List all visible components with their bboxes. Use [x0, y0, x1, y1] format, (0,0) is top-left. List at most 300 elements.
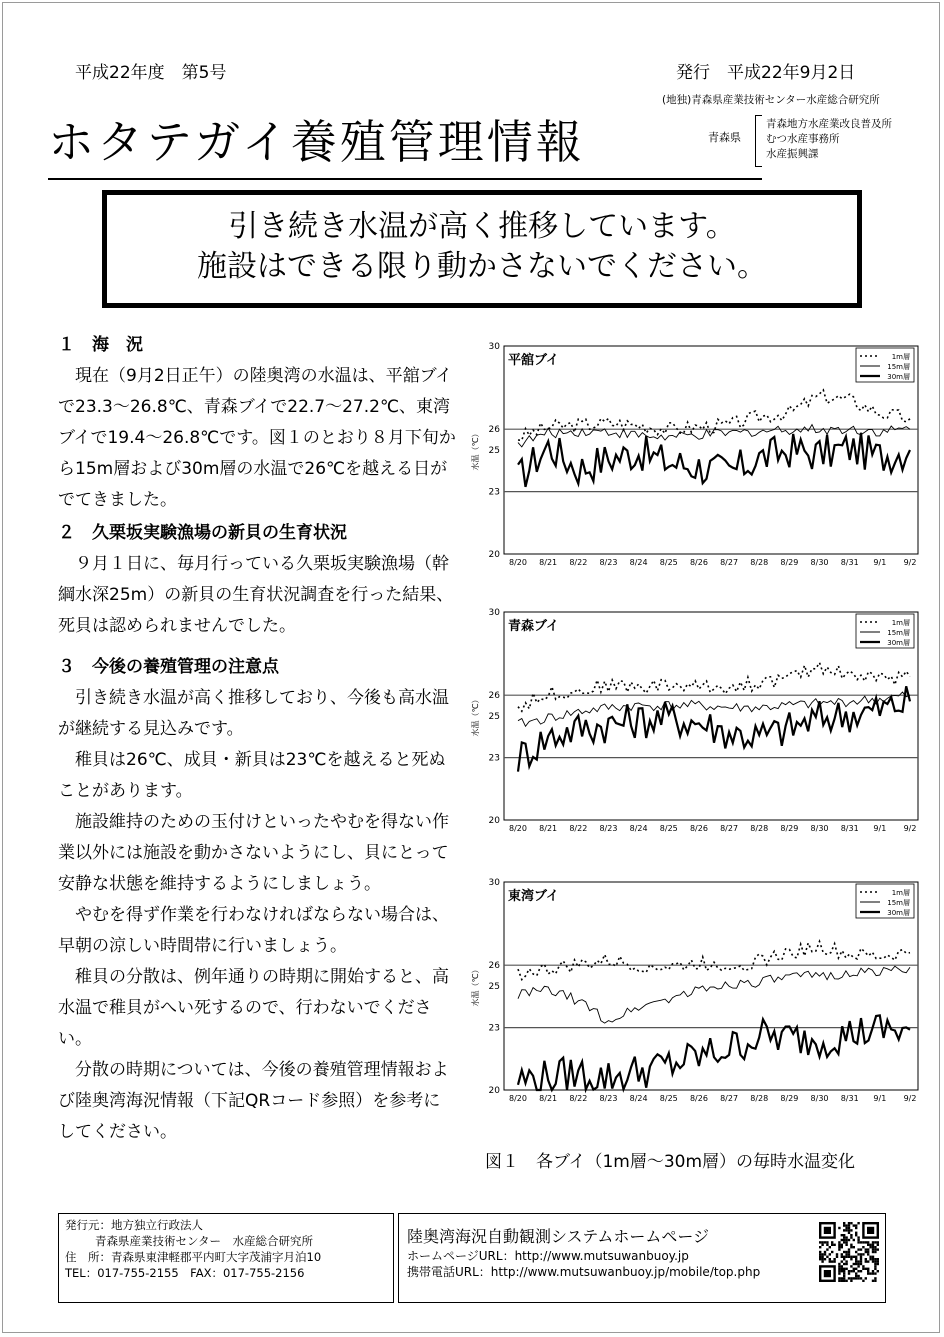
qr-module — [855, 1272, 857, 1274]
qr-module — [855, 1258, 857, 1260]
qr-module — [836, 1253, 838, 1255]
qr-module — [819, 1246, 821, 1248]
qr-module — [845, 1227, 847, 1229]
y-tick-label: 26 — [488, 691, 500, 702]
x-tick-label: 9/2 — [903, 558, 917, 567]
qr-module — [850, 1256, 852, 1258]
legend-label: 1m層 — [891, 353, 910, 361]
agency-item: むつ水産事務所 — [766, 133, 840, 145]
qr-module — [867, 1241, 869, 1243]
qr-module — [874, 1246, 876, 1248]
page-title: ホタテガイ養殖管理情報 — [48, 115, 585, 169]
qr-module — [874, 1268, 876, 1270]
qr-module — [841, 1270, 843, 1272]
y-tick-label: 26 — [488, 961, 500, 972]
mobile-url[interactable]: 携帯電話URL：http://www.mutsuwanbuoy.jp/mobile/top.php — [407, 1265, 761, 1279]
website-title: 陸奥湾海況自動観測システムホームページ — [407, 1227, 710, 1246]
section-title: １ 海 況 — [58, 335, 143, 355]
qr-module — [850, 1222, 852, 1224]
headline-line-1: 引き続き水温が高く推移しています。 — [228, 209, 736, 244]
qr-module — [867, 1270, 869, 1272]
qr-module — [853, 1263, 855, 1265]
qr-module — [831, 1244, 833, 1246]
qr-module — [855, 1260, 857, 1262]
qr-module — [821, 1258, 823, 1260]
series-line — [518, 425, 910, 447]
qr-module — [857, 1277, 859, 1279]
qr-finder — [824, 1227, 831, 1234]
x-tick-label: 8/23 — [599, 1094, 618, 1103]
qr-module — [862, 1280, 864, 1282]
qr-module — [867, 1260, 869, 1262]
qr-module — [855, 1256, 857, 1258]
section-paragraph: 稚貝の分散は、例年通りの時期に開始すると、高水温で稚貝がへい死するので、行わないでください。 — [58, 967, 449, 1049]
qr-module — [843, 1280, 845, 1282]
publisher-info-box — [58, 1213, 394, 1303]
qr-module — [841, 1280, 843, 1282]
qr-module — [869, 1244, 871, 1246]
qr-module — [838, 1270, 840, 1272]
qr-module — [869, 1246, 871, 1248]
qr-module — [845, 1241, 847, 1243]
qr-module — [845, 1236, 847, 1238]
qr-module — [843, 1268, 845, 1270]
qr-module — [838, 1265, 840, 1267]
qr-module — [843, 1222, 845, 1224]
qr-module — [821, 1260, 823, 1262]
qr-module — [857, 1263, 859, 1265]
y-tick-label: 30 — [488, 342, 500, 352]
x-tick-label: 8/30 — [810, 1094, 829, 1103]
qr-module — [874, 1272, 876, 1274]
x-tick-label: 8/20 — [509, 824, 527, 833]
qr-module — [843, 1224, 845, 1226]
x-tick-label: 8/27 — [720, 1094, 739, 1103]
qr-module — [874, 1280, 876, 1282]
qr-module — [845, 1239, 847, 1241]
qr-module — [850, 1277, 852, 1279]
chart-title: 平舘ブイ — [508, 353, 559, 368]
y-tick-label: 20 — [488, 1086, 500, 1096]
qr-module — [860, 1253, 862, 1255]
qr-module — [838, 1268, 840, 1270]
qr-module — [862, 1253, 864, 1255]
y-tick-label: 23 — [488, 753, 500, 764]
y-tick-label: 25 — [488, 446, 500, 456]
qr-module — [845, 1268, 847, 1270]
qr-module — [843, 1241, 845, 1243]
legend-label: 15m層 — [887, 629, 910, 637]
qr-finder — [867, 1227, 874, 1234]
qr-module — [867, 1244, 869, 1246]
y-tick-label: 20 — [488, 816, 500, 826]
x-tick-label: 8/28 — [750, 824, 769, 833]
qr-module — [850, 1258, 852, 1260]
qr-module — [841, 1239, 843, 1241]
x-tick-label: 8/29 — [780, 558, 799, 567]
qr-module — [872, 1260, 874, 1262]
qr-module — [867, 1248, 869, 1250]
x-tick-label: 8/28 — [750, 1094, 769, 1103]
qr-module — [872, 1258, 874, 1260]
qr-module — [865, 1260, 867, 1262]
qr-module — [841, 1244, 843, 1246]
section-paragraph: 引き続き水温が高く推移しており、今後も高水温が継続する見込みです。 — [58, 688, 449, 739]
qr-module — [833, 1244, 835, 1246]
qr-module — [877, 1258, 879, 1260]
website-info-box — [398, 1213, 886, 1303]
y-tick-label: 23 — [488, 1023, 500, 1034]
qr-module — [862, 1265, 864, 1267]
qr-module — [855, 1275, 857, 1277]
legend-label: 15m層 — [887, 363, 910, 371]
qr-module — [829, 1260, 831, 1262]
x-tick-label: 8/25 — [659, 1094, 678, 1103]
legend-label: 30m層 — [887, 373, 910, 381]
qr-module — [853, 1256, 855, 1258]
qr-module — [819, 1253, 821, 1255]
qr-module — [848, 1277, 850, 1279]
qr-module — [845, 1253, 847, 1255]
x-tick-label: 8/23 — [599, 824, 618, 833]
qr-module — [843, 1270, 845, 1272]
qr-module — [833, 1260, 835, 1262]
qr-module — [841, 1246, 843, 1248]
qr-module — [848, 1222, 850, 1224]
section-title: ３ 今後の養殖管理の注意点 — [58, 657, 279, 677]
qr-module — [872, 1248, 874, 1250]
figure-caption: 図１ 各ブイ（1m層～30m層）の毎時水温変化 — [485, 1152, 856, 1172]
qr-module — [872, 1272, 874, 1274]
qr-module — [855, 1268, 857, 1270]
qr-module — [850, 1246, 852, 1248]
qr-module — [819, 1258, 821, 1260]
chart-title: 青森ブイ — [508, 619, 559, 634]
section-paragraph: 稚貝は26℃、成貝・新貝は23℃を越えると死ぬことがあります。 — [58, 750, 446, 801]
qr-module — [865, 1251, 867, 1253]
qr-module — [848, 1251, 850, 1253]
qr-module — [872, 1244, 874, 1246]
qr-module — [843, 1239, 845, 1241]
qr-module — [877, 1244, 879, 1246]
qr-finder — [824, 1270, 831, 1277]
series-line — [518, 1015, 910, 1090]
series-line — [518, 663, 910, 712]
qr-module — [848, 1270, 850, 1272]
publisher-line: 発行元：地方独立行政法人 — [65, 1218, 203, 1232]
qr-module — [848, 1239, 850, 1241]
qr-module — [855, 1224, 857, 1226]
qr-module — [877, 1260, 879, 1262]
qr-module — [848, 1272, 850, 1274]
qr-module — [841, 1260, 843, 1262]
y-axis-label: 水温（℃） — [471, 429, 480, 471]
title-underline — [48, 178, 762, 180]
qr-module — [841, 1268, 843, 1270]
qr-module — [857, 1253, 859, 1255]
qr-module — [867, 1272, 869, 1274]
qr-module — [865, 1268, 867, 1270]
qr-module — [874, 1265, 876, 1267]
qr-module — [860, 1241, 862, 1243]
qr-module — [824, 1253, 826, 1255]
x-tick-label: 8/25 — [659, 558, 678, 567]
x-tick-label: 8/31 — [840, 1094, 859, 1103]
qr-module — [865, 1258, 867, 1260]
qr-module — [872, 1280, 874, 1282]
qr-module — [867, 1268, 869, 1270]
qr-module — [850, 1265, 852, 1267]
qr-module — [843, 1234, 845, 1236]
qr-module — [838, 1248, 840, 1250]
qr-module — [850, 1270, 852, 1272]
x-tick-label: 9/2 — [903, 1094, 917, 1103]
x-tick-label: 8/28 — [750, 558, 769, 567]
qr-module — [855, 1227, 857, 1229]
qr-module — [829, 1253, 831, 1255]
legend-label: 1m層 — [891, 619, 910, 627]
qr-module — [845, 1224, 847, 1226]
qr-module — [826, 1248, 828, 1250]
qr-module — [857, 1241, 859, 1243]
y-axis-label: 水温（℃） — [471, 965, 480, 1007]
qr-module — [857, 1265, 859, 1267]
qr-module — [865, 1241, 867, 1243]
x-tick-label: 8/30 — [810, 558, 829, 567]
x-tick-label: 8/29 — [780, 1094, 799, 1103]
qr-module — [857, 1236, 859, 1238]
section-paragraph: ９月１日に、毎月行っている久栗坂実験漁場（幹綱水深25m）の新貝の生育状況調査を行った結果、死貝は認められませんでした。 — [58, 554, 454, 636]
y-tick-label: 30 — [488, 608, 500, 618]
section-paragraph: 分散の時期については、今後の養殖管理情報および陸奥湾海況情報（下記QRコード参照）を参考にしてください。 — [58, 1060, 449, 1142]
qr-module — [845, 1256, 847, 1258]
series-line — [518, 686, 910, 771]
qr-module — [845, 1280, 847, 1282]
qr-module — [843, 1251, 845, 1253]
qr-module — [838, 1244, 840, 1246]
phone-line: TEL：017-755-2155 FAX：017-755-2156 — [65, 1266, 305, 1280]
qr-module — [860, 1260, 862, 1262]
qr-module — [819, 1256, 821, 1258]
homepage-url[interactable]: ホームページURL：http://www.mutsuwanbuoy.jp — [407, 1249, 689, 1263]
qr-module — [867, 1251, 869, 1253]
legend-label: 1m層 — [891, 889, 910, 897]
agency-item: 青森地方水産業改良普及所 — [766, 118, 892, 130]
y-tick-label: 26 — [488, 425, 500, 436]
qr-module — [853, 1224, 855, 1226]
y-tick-label: 25 — [488, 712, 500, 722]
qr-module — [850, 1280, 852, 1282]
publish-date: 発行 平成22年9月2日 — [676, 63, 856, 83]
legend-label: 30m層 — [887, 909, 910, 917]
qr-module — [848, 1227, 850, 1229]
qr-module — [853, 1268, 855, 1270]
qr-module — [853, 1270, 855, 1272]
agency-item: 水産振興課 — [766, 148, 819, 160]
series-line — [518, 390, 910, 440]
qr-module — [850, 1234, 852, 1236]
qr-module — [860, 1256, 862, 1258]
x-tick-label: 8/30 — [810, 824, 829, 833]
chart-hiradate-buoy — [466, 336, 926, 576]
x-tick-label: 8/26 — [689, 558, 708, 567]
qr-module — [853, 1239, 855, 1241]
qr-module — [848, 1229, 850, 1231]
qr-module — [824, 1258, 826, 1260]
qr-module — [821, 1256, 823, 1258]
qr-module — [872, 1241, 874, 1243]
qr-module — [874, 1251, 876, 1253]
qr-module — [843, 1277, 845, 1279]
x-tick-label: 8/22 — [569, 558, 588, 567]
qr-module — [836, 1256, 838, 1258]
qr-module — [845, 1263, 847, 1265]
x-tick-label: 8/23 — [599, 558, 618, 567]
section-paragraph: 現在（9月2日正午）の陸奥湾の水温は、平舘ブイで23.3～26.8℃、青森ブイで22.7～27.2℃、東湾ブイで19.4～26.8℃です。図１のとおり８月下旬から15m層および30m層の水温で26℃を越える日がでてきました。 — [58, 366, 456, 510]
qr-module — [824, 1251, 826, 1253]
qr-module — [838, 1246, 840, 1248]
x-tick-label: 8/20 — [509, 1094, 527, 1103]
qr-module — [862, 1246, 864, 1248]
qr-module — [845, 1260, 847, 1262]
qr-module — [831, 1251, 833, 1253]
agency-bracket — [755, 115, 762, 167]
qr-module — [855, 1263, 857, 1265]
qr-module — [872, 1251, 874, 1253]
qr-module — [869, 1256, 871, 1258]
x-tick-label: 8/27 — [720, 824, 739, 833]
qr-module — [869, 1258, 871, 1260]
qr-module — [850, 1244, 852, 1246]
qr-module — [841, 1265, 843, 1267]
qr-module — [831, 1260, 833, 1262]
x-tick-label: 8/26 — [689, 1094, 708, 1103]
qr-module — [860, 1277, 862, 1279]
qr-module — [874, 1248, 876, 1250]
y-tick-label: 30 — [488, 878, 500, 888]
qr-module — [833, 1258, 835, 1260]
qr-module — [857, 1239, 859, 1241]
qr-module — [843, 1275, 845, 1277]
qr-module — [872, 1270, 874, 1272]
issue-number: 平成22年度 第5号 — [75, 63, 227, 83]
series-line — [518, 433, 910, 487]
legend-label: 30m層 — [887, 639, 910, 647]
qr-module — [855, 1232, 857, 1234]
qr-module — [848, 1224, 850, 1226]
qr-module — [874, 1258, 876, 1260]
qr-module — [857, 1270, 859, 1272]
y-axis-label: 水温（℃） — [471, 695, 480, 737]
x-tick-label: 9/1 — [873, 1094, 887, 1103]
qr-module — [877, 1270, 879, 1272]
qr-module — [877, 1248, 879, 1250]
qr-module — [831, 1241, 833, 1243]
x-tick-label: 8/29 — [780, 824, 799, 833]
qr-module — [877, 1263, 879, 1265]
qr-module — [843, 1258, 845, 1260]
y-tick-label: 25 — [488, 982, 500, 992]
qr-module — [874, 1241, 876, 1243]
series-line — [518, 966, 910, 1023]
x-tick-label: 8/25 — [659, 824, 678, 833]
x-tick-label: 8/24 — [629, 824, 648, 833]
qr-module — [829, 1246, 831, 1248]
x-tick-label: 8/26 — [689, 824, 708, 833]
headline-line-2: 施設はできる限り動かさないでください。 — [197, 249, 767, 284]
x-tick-label: 8/21 — [539, 1094, 558, 1103]
qr-module — [841, 1253, 843, 1255]
qr-module — [826, 1241, 828, 1243]
qr-module — [877, 1241, 879, 1243]
x-tick-label: 8/22 — [569, 824, 588, 833]
x-tick-label: 8/21 — [539, 824, 558, 833]
qr-module — [824, 1241, 826, 1243]
qr-module — [874, 1277, 876, 1279]
x-tick-label: 8/21 — [539, 558, 558, 567]
section-title: ２ 久栗坂実験漁場の新貝の生育状況 — [58, 523, 347, 543]
qr-module — [838, 1272, 840, 1274]
qr-module — [865, 1248, 867, 1250]
qr-module — [819, 1241, 821, 1243]
qr-module — [853, 1277, 855, 1279]
qr-module — [848, 1232, 850, 1234]
x-tick-label: 8/31 — [840, 558, 859, 567]
qr-module — [841, 1277, 843, 1279]
qr-module — [843, 1263, 845, 1265]
qr-module — [843, 1256, 845, 1258]
qr-module — [872, 1246, 874, 1248]
legend-label: 15m層 — [887, 899, 910, 907]
section-paragraph: 施設維持のための玉付けといったやむを得ない作業以外には施設を動かさないようにし、貝にとって安静な状態を維持するようにしましょう。 — [58, 812, 449, 894]
x-tick-label: 9/1 — [873, 558, 887, 567]
qr-module — [857, 1260, 859, 1262]
section-paragraph: やむを得ず作業を行わなければならない場合は、早朝の涼しい時間帯に行いましょう。 — [58, 905, 449, 956]
qr-module — [848, 1248, 850, 1250]
qr-module — [850, 1236, 852, 1238]
qr-code-icon[interactable] — [819, 1222, 879, 1282]
x-tick-label: 8/31 — [840, 824, 859, 833]
qr-module — [838, 1277, 840, 1279]
qr-module — [860, 1258, 862, 1260]
qr-module — [869, 1272, 871, 1274]
qr-module — [860, 1248, 862, 1250]
x-tick-label: 9/1 — [873, 824, 887, 833]
qr-module — [867, 1253, 869, 1255]
headline-box — [102, 190, 862, 308]
qr-module — [855, 1234, 857, 1236]
qr-module — [874, 1263, 876, 1265]
agency-list — [766, 117, 892, 162]
qr-module — [848, 1256, 850, 1258]
qr-module — [857, 1248, 859, 1250]
qr-module — [857, 1275, 859, 1277]
qr-module — [819, 1251, 821, 1253]
x-tick-label: 8/20 — [509, 558, 527, 567]
qr-module — [845, 1244, 847, 1246]
qr-module — [855, 1277, 857, 1279]
qr-module — [841, 1234, 843, 1236]
chart-higashiwan-buoy — [466, 872, 926, 1112]
qr-module — [821, 1244, 823, 1246]
qr-module — [853, 1246, 855, 1248]
address-line: 住 所：青森県東津軽郡平内町大字茂浦字月泊10 — [65, 1250, 322, 1264]
qr-module — [841, 1256, 843, 1258]
chart-aomori-buoy — [466, 602, 926, 842]
qr-module — [829, 1258, 831, 1260]
qr-module — [862, 1241, 864, 1243]
x-tick-label: 8/22 — [569, 1094, 588, 1103]
